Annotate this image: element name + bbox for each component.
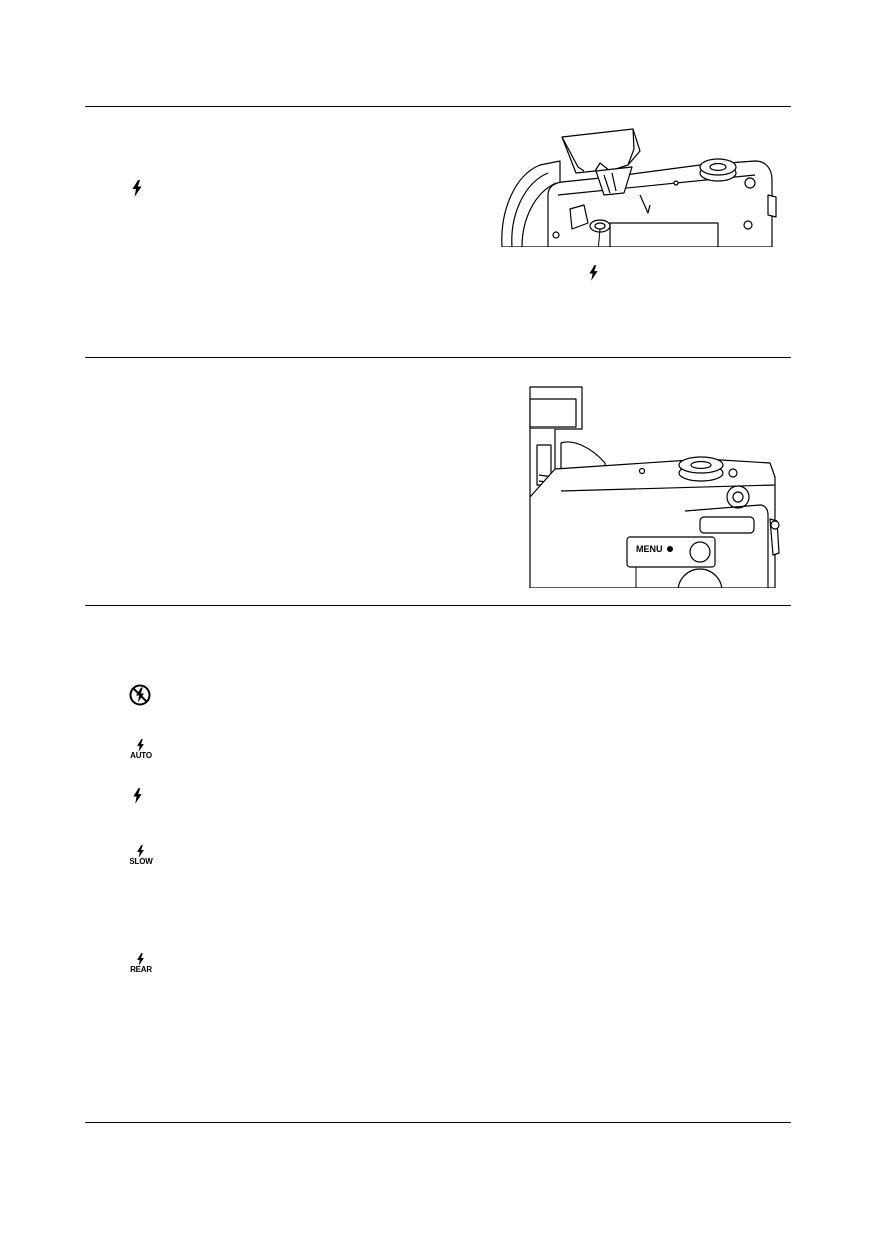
section-divider-top <box>85 106 791 107</box>
flash-slow-label: SLOW <box>129 857 153 866</box>
flash-fill-icon <box>132 788 143 804</box>
camera-flash-popup-illustration <box>500 125 790 247</box>
section-divider-2 <box>85 605 791 606</box>
section-divider-bottom <box>85 1122 791 1123</box>
flash-auto-label: AUTO <box>130 751 152 760</box>
section-divider-1 <box>85 357 791 358</box>
flash-icon <box>131 180 143 197</box>
flash-rear-label: REAR <box>130 965 152 974</box>
flash-off-icon <box>129 684 151 706</box>
camera-menu-button-illustration <box>525 385 790 588</box>
flash-button-callout-icon <box>588 265 599 281</box>
menu-button-label: MENU <box>636 544 663 554</box>
